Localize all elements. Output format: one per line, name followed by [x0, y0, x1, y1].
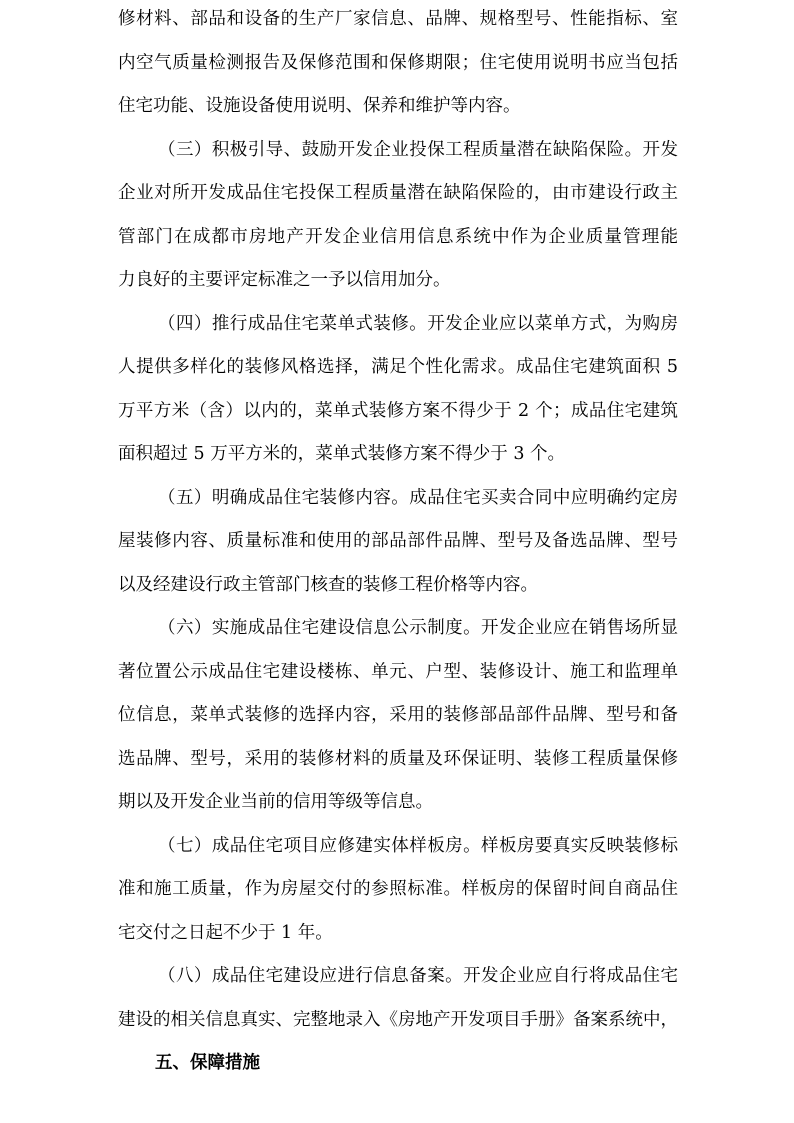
paragraph-line: （八）成品住宅建设应进行信息备案。开发企业应自行将成品住宅	[158, 966, 678, 986]
paragraph-line: 以及经建设行政主管部门核查的装修工程价格等内容。	[118, 575, 538, 595]
paragraph-line: 企业对所开发成品住宅投保工程质量潜在缺陷保险的，由市建设行政主	[118, 183, 678, 203]
paragraph-line: 屋装修内容、质量标准和使用的部品部件品牌、型号及备选品牌、型号	[118, 531, 678, 551]
paragraph-line: （七）成品住宅项目应修建实体样板房。样板房要真实反映装修标	[158, 836, 678, 856]
paragraph-line: 著位置公示成品住宅建设楼栋、单元、户型、装修设计、施工和监理单	[118, 662, 678, 682]
paragraph-line: （五）明确成品住宅装修内容。成品住宅买卖合同中应明确约定房	[158, 488, 678, 508]
paragraph-line: 选品牌、型号，采用的装修材料的质量及环保证明、装修工程质量保修	[118, 749, 678, 769]
paragraph-line: 修材料、部品和设备的生产厂家信息、品牌、规格型号、性能指标、室	[118, 9, 678, 29]
paragraph-line: （三）积极引导、鼓励开发企业投保工程质量潜在缺陷保险。开发	[158, 140, 678, 160]
paragraph-line: 位信息，菜单式装修的选择内容，采用的装修部品部件品牌、型号和备	[118, 705, 678, 725]
paragraph-line: 期以及开发企业当前的信用等级等信息。	[118, 792, 433, 812]
paragraph-line: 面积超过 5 万平方米的，菜单式装修方案不得少于 3 个。	[118, 444, 566, 464]
paragraph-line: 建设的相关信息真实、完整地录入《房地产开发项目手册》备案系统中，	[118, 1010, 678, 1030]
paragraph-line: （四）推行成品住宅菜单式装修。开发企业应以菜单方式，为购房	[158, 314, 678, 334]
paragraph-line: 住宅功能、设施设备使用说明、保养和维护等内容。	[118, 96, 521, 116]
paragraph-line: （六）实施成品住宅建设信息公示制度。开发企业应在销售场所显	[158, 618, 678, 638]
paragraph-line: 力良好的主要评定标准之一予以信用加分。	[118, 270, 451, 290]
section-heading: 五、保障措施	[155, 1053, 260, 1073]
paragraph-line: 内空气质量检测报告及保修范围和保修期限；住宅使用说明书应当包括	[118, 53, 678, 73]
paragraph-line: 宅交付之日起不少于 1 年。	[118, 923, 333, 943]
paragraph-line: 万平方米（含）以内的，菜单式装修方案不得少于 2 个；成品住宅建筑	[118, 401, 678, 421]
paragraph-line: 准和施工质量，作为房屋交付的参照标准。样板房的保留时间自商品住	[118, 879, 678, 899]
paragraph-line: 人提供多样化的装修风格选择，满足个性化需求。成品住宅建筑面积 5	[118, 357, 678, 377]
paragraph-line: 管部门在成都市房地产开发企业信用信息系统中作为企业质量管理能	[118, 227, 678, 247]
